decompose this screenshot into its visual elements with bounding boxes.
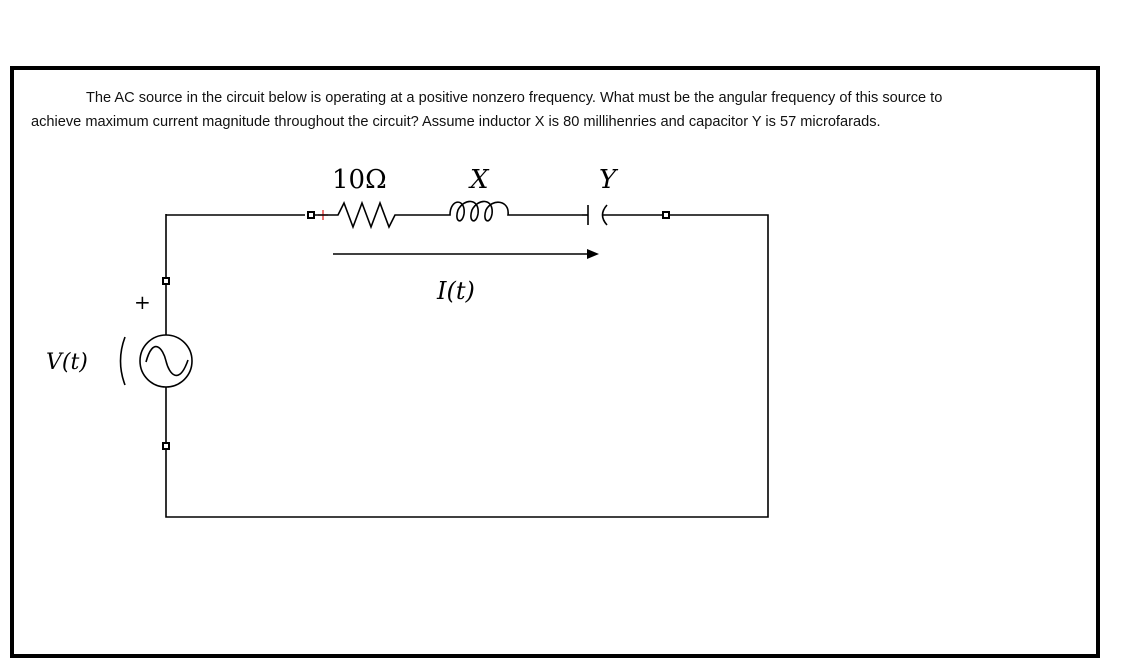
source-top-terminal [163, 278, 169, 284]
capacitor-terminal [663, 212, 669, 218]
resistor-symbol [314, 203, 410, 227]
polarity-plus-label: + [134, 290, 151, 314]
capacitor-symbol [582, 205, 663, 225]
question-line-2: achieve maximum current magnitude throughout the circuit? Assume inductor X is 80 millihenries and capacitor Y is 57 microfarads. [31, 114, 881, 130]
current-arrow-head [587, 249, 599, 259]
current-label: I(t) [437, 277, 475, 305]
resistor-terminal [308, 212, 314, 218]
inductor-symbol [410, 201, 582, 220]
inductor-label: X [470, 165, 489, 195]
source-bracket [121, 337, 126, 385]
resistor-label: 10Ω [332, 165, 387, 195]
capacitor-label: Y [599, 165, 617, 195]
source-label: V(t) [46, 350, 88, 375]
source-bottom-terminal [163, 443, 169, 449]
question-line-1: The AC source in the circuit below is operating at a positive nonzero frequency. What must be the angular frequency of this source to [86, 90, 943, 106]
bottom-return-wire [166, 215, 768, 517]
